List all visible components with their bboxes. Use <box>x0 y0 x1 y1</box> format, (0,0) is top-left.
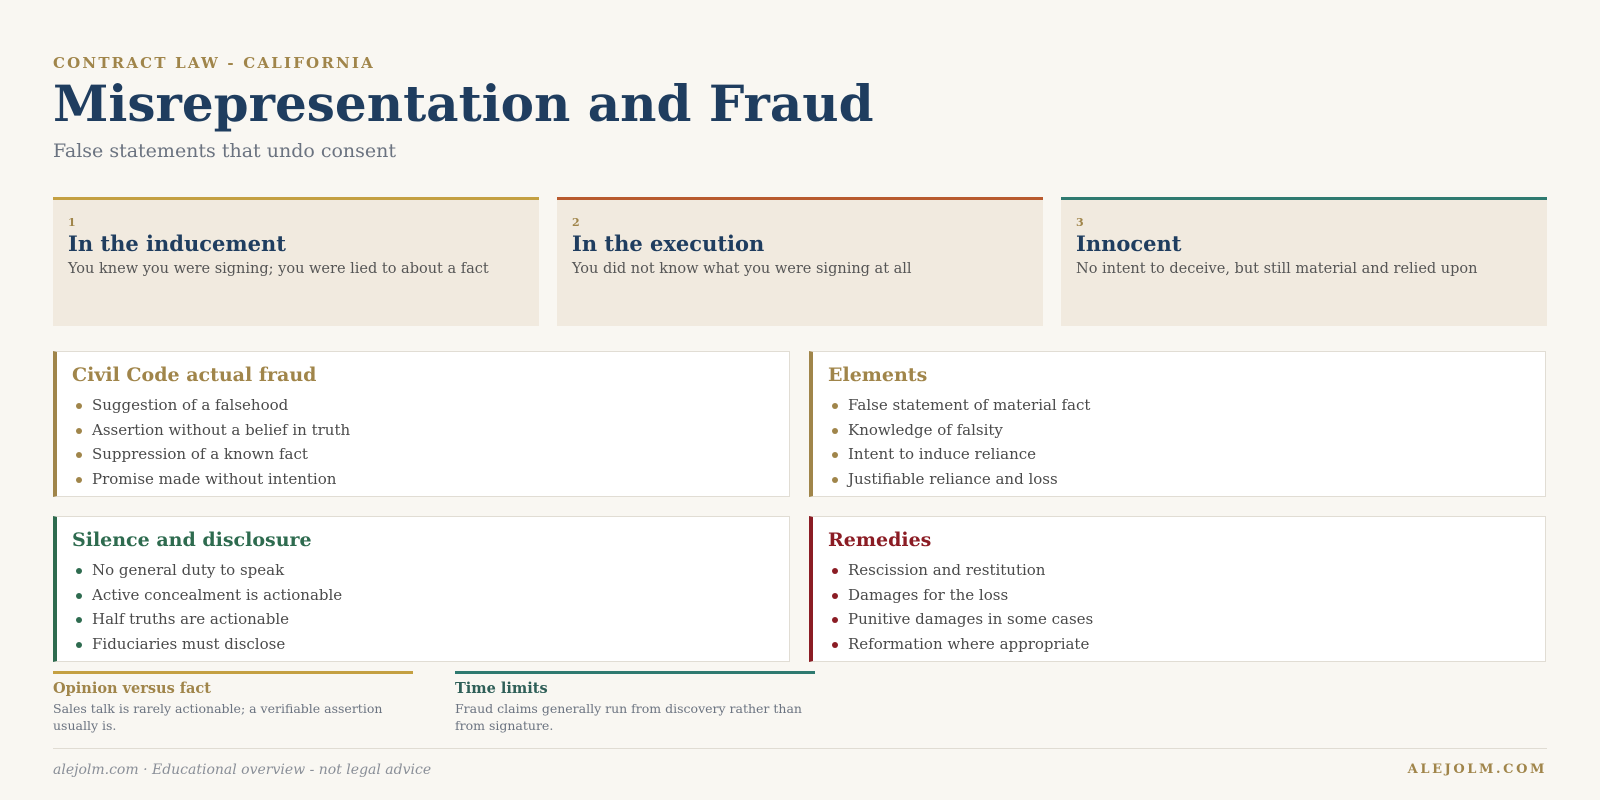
type-title: Innocent <box>1076 231 1182 256</box>
bullet-icon <box>76 568 82 574</box>
footer-disclaimer: alejolm.com · Educational overview - not legal advice <box>53 762 432 778</box>
panel-remedies <box>809 516 1546 662</box>
list-item-text: Intent to induce reliance <box>848 445 1037 463</box>
bullet-icon <box>832 593 838 599</box>
list-item-text: Fiduciaries must disclose <box>92 634 286 653</box>
list-item <box>828 418 1527 443</box>
bullet-icon <box>832 617 838 623</box>
bullet-icon <box>832 403 838 409</box>
list-item-text: Suppression of a known fact <box>92 445 308 463</box>
type-number: 1 <box>68 216 76 229</box>
list-item <box>828 467 1527 492</box>
list-item <box>828 583 1527 608</box>
panel-list <box>828 393 1527 491</box>
list-item-text: Punitive damages in some cases <box>848 610 1094 628</box>
list-item-text: Assertion without a belief in truth <box>92 420 351 439</box>
list-item-text: No general duty to speak <box>92 561 285 579</box>
type-card-innocent <box>1061 197 1547 326</box>
panel-title: Elements <box>828 364 928 386</box>
type-description: No intent to deceive, but still material and relied upon <box>1076 261 1478 277</box>
list-item-text: Damages for the loss <box>848 585 1009 604</box>
panel-elements <box>809 351 1546 497</box>
type-card-inducement <box>53 197 539 326</box>
panel-title: Silence and disclosure <box>72 529 312 551</box>
type-number: 3 <box>1076 216 1084 229</box>
panel-civil-code-actual-fraud <box>53 351 790 497</box>
list-item-text: Rescission and restitution <box>848 561 1046 579</box>
note-text: Fraud claims generally run from discovery rather than from signature. <box>455 701 802 733</box>
list-item <box>828 442 1527 467</box>
footer-divider <box>53 748 1547 749</box>
panel-title: Remedies <box>828 529 932 551</box>
list-item <box>72 632 771 657</box>
list-item-text: Promise made without intention <box>92 469 337 488</box>
panel-list <box>828 558 1527 656</box>
footer-site-link[interactable]: ALEJOLM.COM <box>1407 762 1547 777</box>
note-title: Time limits <box>455 680 548 697</box>
page-subtitle: False statements that undo consent <box>53 140 397 162</box>
list-item-text: Knowledge of falsity <box>848 420 1003 439</box>
fraud-types <box>53 197 1547 329</box>
type-card-execution <box>557 197 1043 326</box>
panel-list <box>72 393 771 491</box>
list-item-text: Suggestion of a falsehood <box>92 396 289 414</box>
list-item-text: Half truths are actionable <box>92 610 289 628</box>
type-description: You knew you were signing; you were lied to about a fact <box>68 261 489 277</box>
bullet-icon <box>76 642 82 648</box>
bullet-icon <box>832 477 838 483</box>
bullet-icon <box>832 568 838 574</box>
type-number: 2 <box>572 216 580 229</box>
type-title: In the inducement <box>68 231 286 256</box>
panel-list <box>72 558 771 656</box>
list-item-text: Justifiable reliance and loss <box>848 469 1058 488</box>
panel-silence-and-disclosure <box>53 516 790 662</box>
list-item <box>828 558 1527 583</box>
type-description: You did not know what you were signing at all <box>572 261 912 277</box>
bullet-icon <box>832 428 838 434</box>
bullet-icon <box>832 452 838 458</box>
bullet-icon <box>76 477 82 483</box>
bullet-icon <box>832 642 838 648</box>
list-item-text: False statement of material fact <box>848 396 1091 414</box>
list-item <box>72 393 771 418</box>
list-item <box>72 558 771 583</box>
list-item <box>72 607 771 632</box>
list-item-text: Active concealment is actionable <box>92 585 343 604</box>
note-time-limits <box>455 671 815 734</box>
list-item <box>72 467 771 492</box>
bullet-icon <box>76 452 82 458</box>
bullet-icon <box>76 617 82 623</box>
list-item <box>72 583 771 608</box>
bullet-icon <box>76 593 82 599</box>
page-title: Misrepresentation and Fraud <box>53 74 874 133</box>
list-item <box>828 607 1527 632</box>
bullet-icon <box>76 403 82 409</box>
note-opinion-versus-fact <box>53 671 413 734</box>
panel-title: Civil Code actual fraud <box>72 364 317 386</box>
list-item <box>72 442 771 467</box>
eyebrow: CONTRACT LAW - CALIFORNIA <box>53 54 375 72</box>
note-title: Opinion versus fact <box>53 680 211 697</box>
type-title: In the execution <box>572 231 765 256</box>
list-item <box>828 393 1527 418</box>
page <box>53 0 1547 800</box>
note-text: Sales talk is rarely actionable; a verifiable assertion usually is. <box>53 701 383 733</box>
list-item <box>828 632 1527 657</box>
list-item <box>72 418 771 443</box>
bullet-icon <box>76 428 82 434</box>
list-item-text: Reformation where appropriate <box>848 634 1090 653</box>
